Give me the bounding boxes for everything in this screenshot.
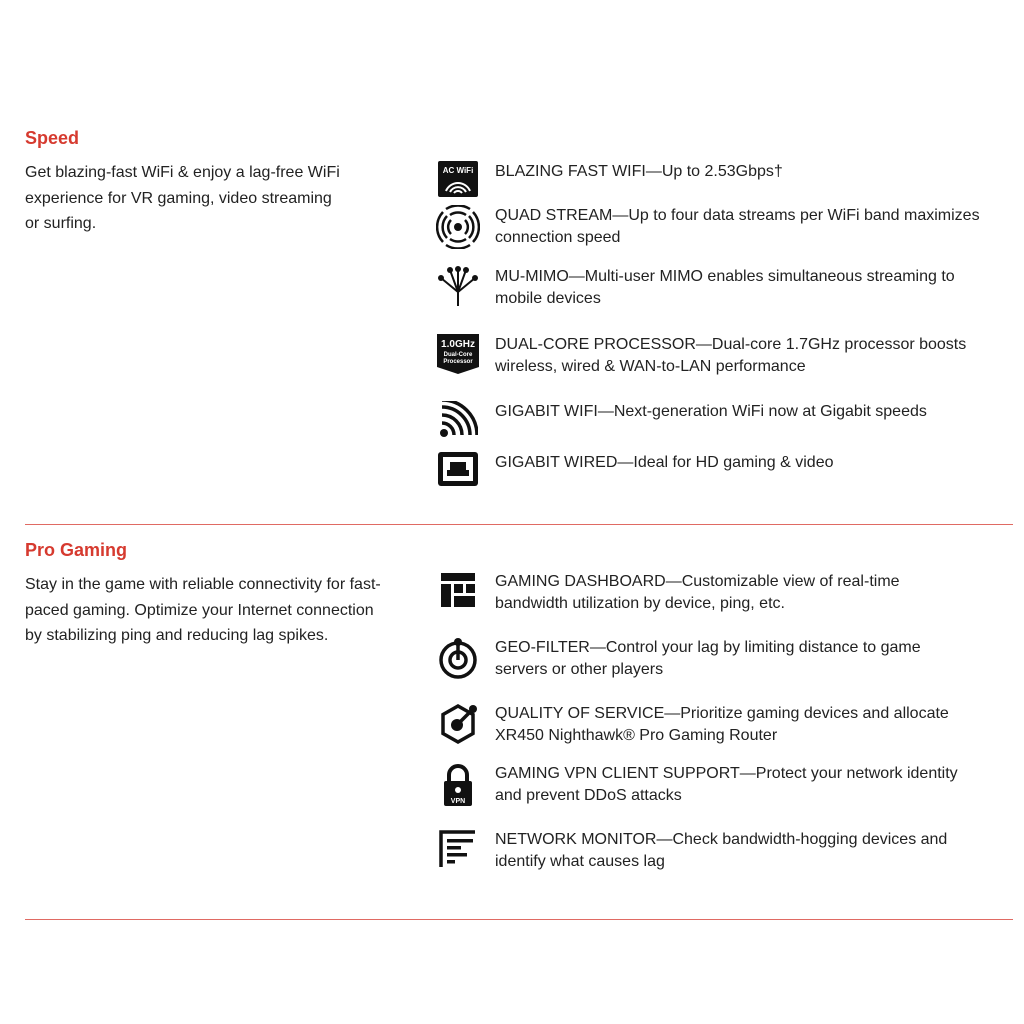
feature-blazing-fast-wifi [435, 161, 1005, 209]
feature-gaming-vpn [435, 763, 1005, 811]
feature-text: MU-MIMO—Multi-user MIMO enables simultaneous streaming to mobile devices [495, 268, 955, 307]
feature-gigabit-wired [435, 452, 1005, 500]
feature-text: QUAD STREAM—Up to four data streams per WiFi band maximizes connection speed [495, 207, 980, 246]
feature-quality-of-service [435, 703, 1005, 751]
feature-text: GAMING VPN CLIENT SUPPORT—Protect your network identity and prevent DDoS attacks [495, 765, 958, 804]
section-description-pro-gaming: Stay in the game with reliable connectivity for fast- paced gaming. Optimize your Internet connection by stabilizing ping and reducing lag spikes. [25, 576, 381, 644]
mu-mimo-icon [435, 266, 481, 312]
section-title-pro-gaming: Pro Gaming [25, 540, 128, 560]
dashboard-icon [435, 571, 481, 617]
gigabit-wifi-icon [435, 401, 481, 447]
svg-text:AC WiFi: AC WiFi [442, 166, 474, 175]
feature-text: DUAL-CORE PROCESSOR—Dual-core 1.7GHz processor boosts wireless, wired & WAN-to-LAN performance [495, 336, 967, 375]
section-description-speed: Get blazing-fast WiFi & enjoy a lag-free WiFi experience for VR gaming, video streaming or surfing. [25, 164, 340, 232]
svg-text:VPN: VPN [450, 798, 466, 805]
feature-text: GAMING DASHBOARD—Customizable view of real-time bandwidth utilization by device, ping, etc. [495, 573, 900, 612]
ethernet-port-icon [435, 452, 481, 498]
section-divider [25, 919, 1013, 920]
qos-icon [435, 703, 481, 749]
feature-text: NETWORK MONITOR—Check bandwidth-hogging devices and identify what causes lag [495, 831, 948, 870]
feature-geo-filter [435, 637, 1005, 685]
pro-gaming-section [0, 525, 1024, 920]
svg-text:Processor: Processor [443, 359, 473, 365]
ac-wifi-icon [435, 161, 481, 207]
feature-quad-stream [435, 205, 1005, 253]
vpn-lock-icon [435, 763, 481, 809]
feature-gigabit-wifi [435, 401, 1005, 449]
feature-network-monitor [435, 829, 1005, 877]
quad-stream-icon [435, 205, 481, 251]
feature-dual-core-processor [435, 334, 1005, 382]
svg-text:1.0GHz: 1.0GHz [441, 339, 475, 350]
feature-text: GIGABIT WIRED—Ideal for HD gaming & video [495, 454, 834, 471]
network-monitor-icon [435, 829, 481, 875]
section-title-speed: Speed [25, 128, 80, 148]
feature-text: GIGABIT WIFI—Next-generation WiFi now at Gigabit speeds [495, 403, 927, 420]
svg-text:Dual-Core: Dual-Core [443, 352, 473, 358]
feature-text: QUALITY OF SERVICE—Prioritize gaming devices and allocate XR450 Nighthawk® Pro Gaming Router [495, 705, 949, 744]
geo-filter-icon [435, 637, 481, 683]
feature-text: GEO-FILTER—Control your lag by limiting distance to game servers or other players [495, 639, 921, 678]
feature-mu-mimo [435, 266, 1005, 314]
feature-gaming-dashboard [435, 571, 1005, 619]
feature-text: BLAZING FAST WIFI—Up to 2.53Gbps† [495, 163, 783, 180]
processor-icon [435, 334, 481, 380]
